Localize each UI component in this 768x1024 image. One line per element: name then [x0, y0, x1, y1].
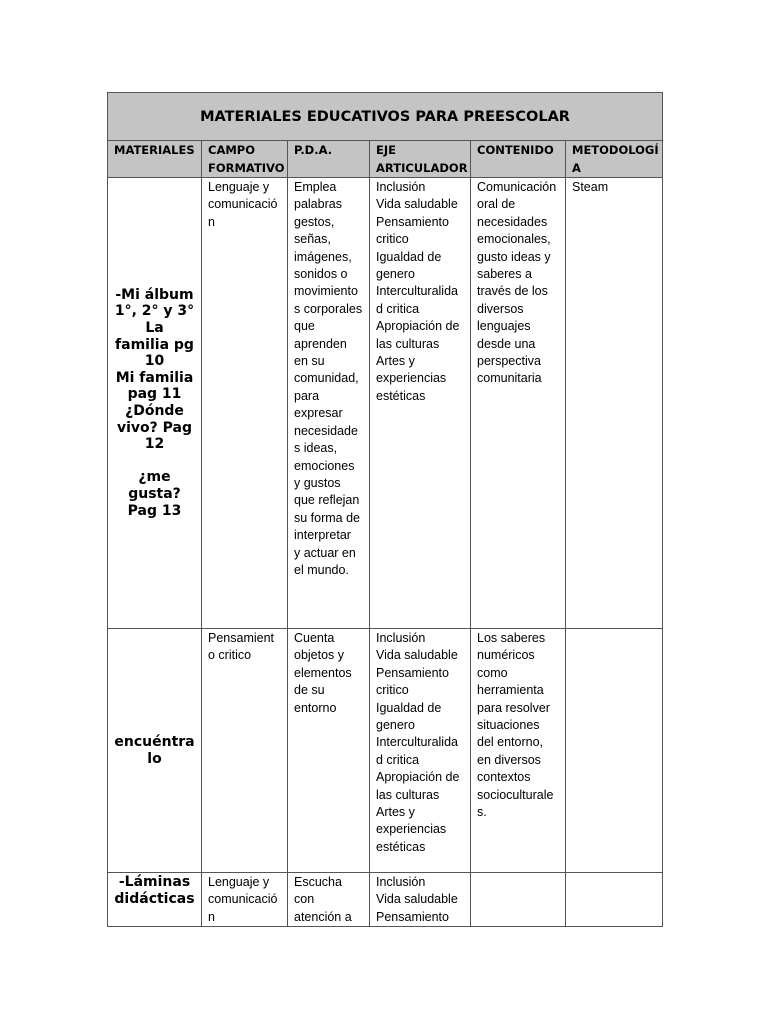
- cell-campo-formativo: Lenguaje y comunicació n: [202, 873, 288, 927]
- header-eje-articulador: EJE ARTICULADOR: [370, 141, 471, 178]
- cell-metodologia: [566, 873, 663, 927]
- cell-pda: Escucha con atención a: [288, 873, 370, 927]
- cell-materiales: encuéntra lo: [108, 629, 202, 873]
- header-pda: P.D.A.: [288, 141, 370, 178]
- header-campo-formativo: CAMPO FORMATIVO: [202, 141, 288, 178]
- cell-campo-formativo: Pensamient o critico: [202, 629, 288, 873]
- table-row: [108, 629, 663, 873]
- header-row: [108, 141, 663, 178]
- cell-contenido: [471, 873, 566, 927]
- cell-eje-articulador: Inclusión Vida saludable Pensamiento critico Igualdad de genero Interculturalida d critica Apropiación de las culturas Artes y experiencias estéticas: [370, 178, 471, 629]
- table-row: [108, 873, 663, 927]
- cell-metodologia: Steam: [566, 178, 663, 629]
- header-contenido: CONTENIDO: [471, 141, 566, 178]
- header-materiales: MATERIALES: [108, 141, 202, 178]
- header-metodologia: METODOLOGÍ A: [566, 141, 663, 178]
- cell-campo-formativo: Lenguaje y comunicació n: [202, 178, 288, 629]
- table-row: [108, 178, 663, 629]
- cell-eje-articulador: Inclusión Vida saludable Pensamiento: [370, 873, 471, 927]
- cell-contenido: Comunicación oral de necesidades emocionales, gusto ideas y saberes a través de los diversos lenguajes desde una perspectiva comunitaria: [471, 178, 566, 629]
- cell-pda: Cuenta objetos y elementos de su entorno: [288, 629, 370, 873]
- title-row: [108, 93, 663, 141]
- cell-materiales: -Mi álbum 1°, 2° y 3° La familia pg 10 Mi familia pag 11 ¿Dónde vivo? Pag 12 ¿me gusta? Pag 13: [108, 178, 202, 629]
- cell-materiales: -Láminas didácticas: [108, 873, 202, 927]
- cell-contenido: Los saberes numéricos como herramienta para resolver situaciones del entorno, en diversos contextos socioculturale s.: [471, 629, 566, 873]
- cell-pda: Emplea palabras gestos, señas, imágenes, sonidos o movimiento s corporales que aprenden en su comunidad, para expresar necesidade s ideas, emociones y gustos que reflejan su forma de interpretar y actuar en el mundo.: [288, 178, 370, 629]
- table-title: MATERIALES EDUCATIVOS PARA PREESCOLAR: [108, 93, 663, 141]
- materials-table: [107, 92, 663, 927]
- cell-eje-articulador: Inclusión Vida saludable Pensamiento critico Igualdad de genero Interculturalida d critica Apropiación de las culturas Artes y experiencias estéticas: [370, 629, 471, 873]
- cell-metodologia: [566, 629, 663, 873]
